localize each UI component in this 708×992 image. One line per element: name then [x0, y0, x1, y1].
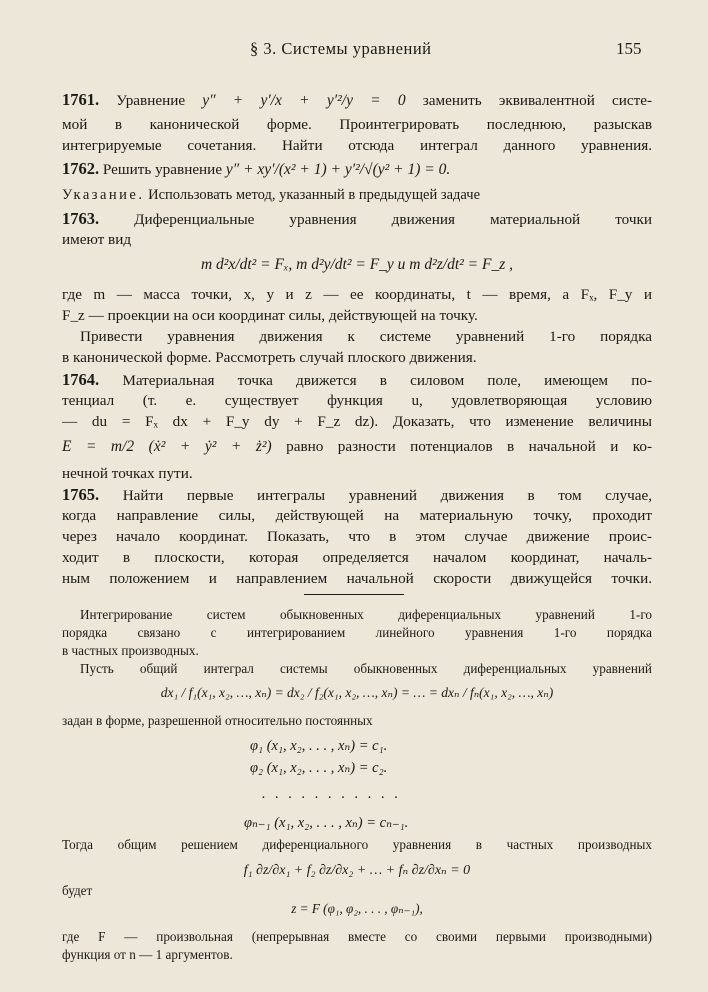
theory-line-8: где F — произвольная (непрерывная вместе со своими первыми производными): [62, 929, 652, 944]
problem-1761-line-2: мой в канонической форме. Проинтегрировать последнюю, разыскав: [62, 116, 652, 133]
problem-1763-line-3: где m — масса точки, x, y и z — ее координаты, t — время, а Fₓ, F_y и: [62, 286, 652, 303]
integral-1: φ₁ (x₁, x₂, . . . , xₙ) = c₁.: [250, 738, 388, 754]
equation: y″ + y′/x + y′²/y = 0: [202, 92, 406, 109]
theory-line-7: будет: [62, 883, 93, 898]
problem-1763-line-1: 1763. Диференциальные уравнения движения материальной точки: [62, 209, 652, 228]
problem-1762: 1762. Решить уравнение y″ + xy′/(x² + 1) + y′²/√(y² + 1) = 0.: [62, 159, 451, 178]
section-title: § 3. Системы уравнений: [250, 39, 432, 58]
page-number: 155: [616, 39, 642, 58]
section-divider: [304, 594, 404, 595]
pde-equation: f₁ ∂z/∂x₁ + f₂ ∂z/∂x₂ + … + fₙ ∂z/∂xₙ = 0: [243, 863, 471, 878]
equation: y″ + xy′/(x² + 1) + y′²/√(y² + 1) = 0.: [225, 161, 451, 178]
problem-number: 1765.: [62, 485, 100, 504]
theory-line-3: в частных производных.: [62, 643, 199, 658]
problem-1764-line-1: 1764. Материальная точка движется в силовом поле, имеющем по-: [62, 370, 652, 389]
problem-1764-line-4: E = m/2 (ẋ² + ẏ² + ż²) равно разности потенциалов в начальной и ко-: [62, 438, 653, 455]
hint: Указание. Использовать метод, указанный в предыдущей задаче: [62, 187, 481, 203]
integral-2: φ₂ (x₁, x₂, . . . , xₙ) = c₂.: [250, 760, 388, 776]
theory-line-9: функция от n — 1 аргументов.: [62, 947, 233, 962]
problem-1761-line-3: интегрируемые сочетания. Найти отсюда интеграл данного уравнения.: [62, 137, 652, 154]
problem-number: 1761.: [62, 90, 100, 109]
theory-line-4: Пусть общий интеграл системы обыкновенных диференциальных уравнений: [80, 661, 652, 676]
problem-1763-line-6: в канонической форме. Рассмотреть случай плоского движения.: [62, 349, 477, 366]
equation: E = m/2 (ẋ² + ẏ² + ż²): [62, 438, 272, 455]
problem-number: 1763.: [62, 209, 100, 228]
problem-1765-line-3: через начало координат. Показать, что в этом случае движение проис-: [62, 528, 652, 545]
problem-1765-line-1: 1765. Найти первые интегралы уравнений движения в том случае,: [62, 485, 652, 504]
problem-1764-line-2: тенциал (т. е. существует функция u, удовлетворяющая условию: [62, 392, 652, 409]
system-equation: dx₁ / f₁(x₁, x₂, …, xₙ) = dx₂ / f₂(x₁, x₂, …, xₙ) = … = dxₙ / fₙ(x₁, x₂, …, xₙ): [160, 685, 554, 700]
problem-1765-line-5: ным положением и направлением начальной скорости движущейся точки.: [62, 570, 652, 587]
problem-1763-line-5: Привести уравнения движения к системе уравнений 1-го порядка: [80, 328, 652, 345]
problem-number: 1764.: [62, 370, 100, 389]
theory-line-1: Интегрирование систем обыкновенных диференциальных уравнений 1-го: [80, 607, 652, 622]
problem-1765-line-2: когда направление силы, действующей на материальную точку, проходит: [62, 507, 652, 524]
problem-1763-line-4: F_z — проекции на оси координат силы, действующей на точку.: [62, 307, 478, 324]
equation-motion: m d²x/dt² = Fₓ, m d²y/dt² = F_y и m d²z/dt² = F_z ,: [200, 256, 514, 273]
problem-1765-line-4: ходит в плоскости, которая определяется началом координат, началь-: [62, 549, 652, 566]
hint-label: Указание.: [62, 187, 145, 203]
problem-number: 1762.: [62, 159, 100, 178]
ellipsis-row: . . . . . . . . . . .: [262, 786, 402, 802]
problem-1764-line-5: нечной точках пути.: [62, 465, 193, 482]
theory-line-2: порядка связано с интегрированием линейного уравнения 1-го порядка: [62, 625, 652, 640]
theory-line-6: Тогда общим решением диференциального уравнения в частных производных: [62, 837, 652, 852]
problem-1764-line-3: — du = Fₓ dx + F_y dy + F_z dz). Доказать, что изменение величины: [62, 413, 652, 430]
theory-line-5: задан в форме, разрешенной относительно постоянных: [62, 713, 373, 728]
problem-1763-line-2: имеют вид: [62, 231, 132, 248]
integral-n: φₙ₋₁ (x₁, x₂, . . . , xₙ) = cₙ₋₁.: [244, 815, 409, 831]
problem-1761-line-1: 1761. Уравнение y″ + y′/x + y′²/y = 0 заменить эквивалентной систе-: [62, 90, 653, 109]
general-solution: z = F (φ₁, φ₂, . . . , φₙ₋₁),: [291, 901, 423, 916]
